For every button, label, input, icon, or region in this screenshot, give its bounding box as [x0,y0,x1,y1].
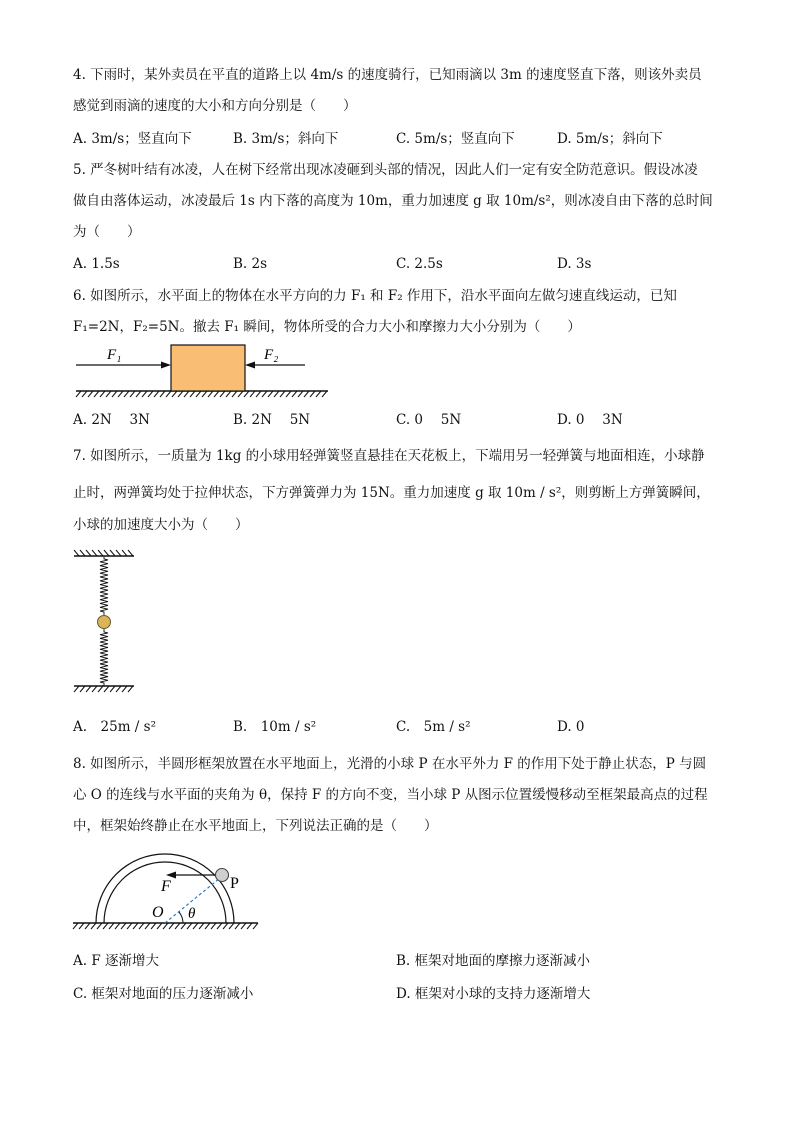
q6-block-diagram [73,338,338,408]
q8-option-d: D. 框架对小球的支持力逐渐增大 [396,986,591,1002]
q7-floor [74,686,134,692]
q8-theta-label: θ [188,906,196,922]
q6-block [171,345,245,391]
q5-option-b: B. 2s [233,256,268,272]
q6-option-d: D. 0 3N [557,412,623,428]
q8-stem-line-3: 中，框架始终静止在水平地面上，下列说法正确的是（ ） [73,818,438,834]
q7-option-c: C. 5m / s² [396,719,471,735]
q6-option-c: C. 0 5N [396,412,462,428]
q4-option-c: C. 5m/s；竖直向下 [396,131,515,147]
q8-option-c: C. 框架对地面的压力逐渐减小 [73,986,254,1002]
q8-stem-line-1: 8. 如图所示，半圆形框架放置在水平地面上，光滑的小球 P 在水平外力 F 的作用下处于静止状态，P 与圆 [73,756,707,772]
q6-ground [76,391,328,397]
q4-stem-line-2: 感觉到雨滴的速度的大小和方向分别是（ ） [73,98,357,114]
q8-stem-line-2: 心 O 的连线与水平面的夹角为 θ，保持 F 的方向不变，当小球 P 从图示位置缓慢移动至框架最高点的过程 [73,787,708,803]
q7-option-b: B. 10m / s² [233,719,317,735]
q7-stem-line-2: 止时，两弹簧均处于拉伸状态，下方弹簧弹力为 15N。重力加速度 g 取 10m / s²，则剪断上方弹簧瞬间， [73,485,710,501]
q8-option-a: A. F 逐渐增大 [73,953,159,969]
q7-lower-spring [100,629,108,686]
q4-stem-line-1: 4. 下雨时，某外卖员在平直的道路上以 4m/s 的速度骑行，已知雨滴以 3m 的速度竖直下落，则该外卖员 [73,67,702,83]
q4-option-a: A. 3m/s；竖直向下 [73,131,192,147]
q5-option-d: D. 3s [557,256,592,272]
q6-stem-line-1: 6. 如图所示，水平面上的物体在水平方向的力 F₁ 和 F₂ 作用下，沿水平面向左做匀速直线运动，已知 [73,288,677,304]
q8-p-label: P [230,875,239,892]
q7-stem-line-1: 7. 如图所示，一质量为 1kg 的小球用轻弹簧竖直悬挂在天花板上，下端用另一轻弹簧与地面相连，小球静 [73,448,705,464]
q5-stem-line-1: 5. 严冬树叶结有冰凌，人在树下经常出现冰凌砸到头部的情况，因此人们一定有安全防范意识。假设冰凌 [73,162,698,178]
q6-f2-label: F₂ [264,347,279,363]
q6-stem-line-2: F₁=2N，F₂=5N。撤去 F₁ 瞬间，物体所受的合力大小和摩擦力大小分别为（ ） [73,319,581,335]
q8-o-label: O [152,904,164,921]
q8-f-label: F [161,878,171,895]
q6-f1-label: F₁ [107,347,122,363]
q8-ball-p [216,869,229,882]
q4-option-b: B. 3m/s；斜向下 [233,131,339,147]
q5-option-a: A. 1.5s [73,256,120,272]
q7-ball [98,616,111,629]
q6-option-b: B. 2N 5N [233,412,311,428]
q8-option-b: B. 框架对地面的摩擦力逐渐减小 [396,953,591,969]
q5-option-c: C. 2.5s [396,256,443,272]
q6-option-a: A. 2N 3N [73,412,150,428]
q7-ceiling [74,550,134,556]
q7-option-a: A. 25m / s² [73,719,156,735]
q8-frame-diagram [70,848,265,938]
q7-stem-line-3: 小球的加速度大小为（ ） [73,517,249,533]
q7-upper-spring [100,556,108,615]
q5-stem-line-2: 做自由落体运动，冰凌最后 1s 内下落的高度为 10m，重力加速度 g 取 10m/s²，则冰凌自由下落的总时间 [73,193,713,209]
q7-spring-diagram [70,546,140,696]
q7-option-d: D. 0 [557,719,585,735]
q8-ground [73,923,258,929]
q4-option-d: D. 5m/s；斜向下 [557,131,663,147]
q5-stem-line-3: 为（ ） [73,224,141,240]
